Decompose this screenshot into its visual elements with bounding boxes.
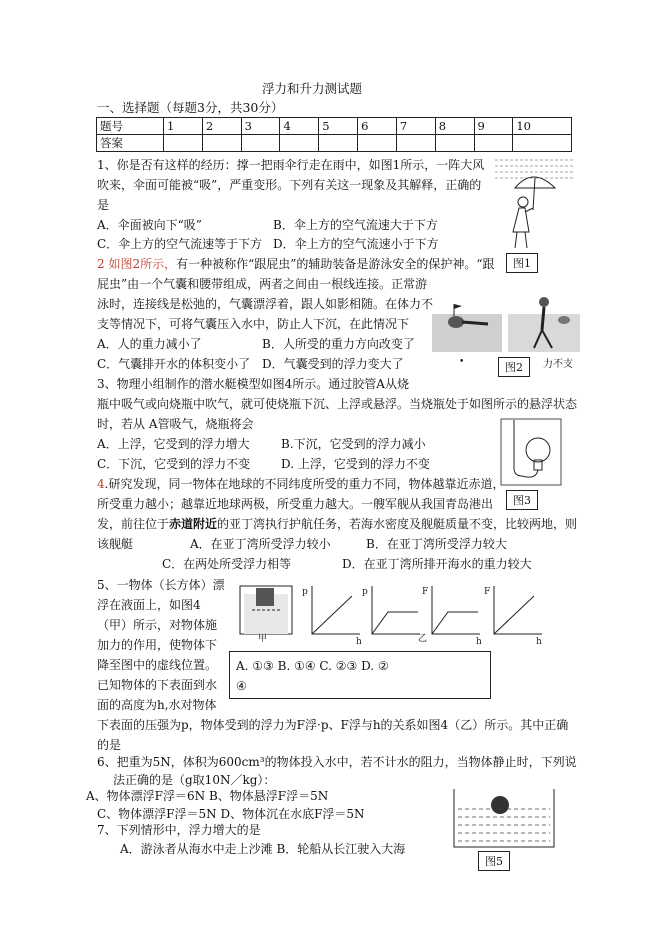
table-cell: 3 [241,118,280,135]
q3-line: 瓶中吸气或向烧瓶中吹气，就可使烧瓶下沉、上浮或悬浮。当烧瓶处于如图所示的悬浮状态 [97,397,578,411]
q1-option-c: C．伞上方的空气流速等于下方 [97,237,263,251]
answer-cell[interactable] [241,135,280,152]
svg-text:h: h [476,637,482,647]
figure-caption: 图2 [498,357,530,377]
q5-line: 的是 [97,738,122,752]
q3-option-b: B.下沉，它受到的浮力减小 [281,437,426,451]
table-cell: 6 [358,118,397,135]
umbrella-figure [495,152,575,252]
q2-option-a: A．人的重力减小了 [97,337,202,351]
q2-line [97,257,495,271]
q5-choices-cont: ④ [236,679,247,693]
q5-choices: A. ①③ B. ①④ C. ②③ D. ② [236,659,389,673]
svg-text:h: h [536,637,542,647]
q4-emphasis: 赤道附近 [169,517,218,531]
q2-line: 支等情况下，可将气囊压入水中，防止人下沉，在此情况下 [97,317,410,331]
table-row [97,118,572,135]
answer-cell[interactable] [474,135,513,152]
q5-line: 5、一物体（长方体）漂 [97,578,225,592]
q4-text: 发，前往位于 [97,517,170,531]
svg-text:F: F [422,587,429,597]
table-cell: 题号 [97,118,164,135]
container-figure [452,787,556,849]
section-heading: 一、选择题（每题3分，共30分） [97,100,284,115]
q4-option-d: D．在亚丁湾所排开海水的重力较大 [342,557,532,571]
table-cell: 1 [164,118,203,135]
answer-cell[interactable] [319,135,358,152]
table-cell: 9 [474,118,513,135]
figure-label-yi: 乙 [418,634,428,644]
table-cell: 7 [396,118,435,135]
q4-line [97,517,577,531]
svg-text:h: h [356,637,362,647]
q2-option-c: C．气囊排开水的体积变小了 [97,357,251,371]
q1-option-d: D．伞上方的空气流速小于下方 [273,237,439,251]
q2-prefix: 2 如图2所示， [97,257,177,271]
answer-table [96,117,572,152]
q6-options-cd: C、物体漂浮F浮＝5N D、物体沉在水底F浮＝5N [97,807,365,821]
q3-option-a: A．上浮，它受到的浮力增大 [97,437,250,451]
q5-line: 加力的作用，使物体下 [97,638,218,652]
q3-option-d: D. 上浮，它受到的浮力不变 [281,457,430,471]
q4-text: .研究发现，同一物体在地球的不同纬度所受的重力不同，物体越靠近赤道， [104,477,505,491]
q1-option-b: B．伞上方的空气流速大于下方 [273,218,438,232]
q5-line: （甲）所示，对物体施 [97,618,218,632]
svg-text:F: F [484,587,491,597]
svg-text:p: p [302,587,308,597]
figure-label-jia: 甲 [258,634,268,644]
q4-text: 的亚丁湾执行护航任务，若海水密度及舰艇质量不变，比较两地，则 [217,517,578,531]
q2-line: 屁虫”由一个气囊和腰带组成，两者之间由一根线连接。正常游 [97,277,428,291]
q2-option-d: D．气囊受到的浮力变大了 [262,357,404,371]
table-cell: 2 [202,118,241,135]
figure-4-graphs [232,582,552,646]
q5-line: 面的高度为h,水对物体 [97,698,217,712]
answer-cell[interactable] [280,135,319,152]
q1-line: 吹来，伞面可能被“吸”，严重变形。下列有关这一现象及其解释，正确的 [97,178,482,192]
answer-cell[interactable] [202,135,241,152]
q1-option-a: A．伞面被向下“吸” [97,218,202,232]
table-cell: 4 [280,118,319,135]
q4-option-a: A．在亚丁湾所受浮力较小 [190,537,331,551]
q7-line: 7、下列情形中，浮力增大的是 [97,823,261,837]
q2-option-b: B．人所受的重力方向改变了 [262,337,415,351]
answer-cell[interactable] [358,135,397,152]
figure-caption: 图3 [506,490,538,510]
answer-cell[interactable] [396,135,435,152]
q4-line: 该舰艇 [97,537,134,551]
q4-line [97,477,504,491]
q5-line: 已知物体的下表面到水 [97,678,218,692]
table-cell: 答案 [97,135,164,152]
answer-cell[interactable] [513,135,572,152]
table-cell: 5 [319,118,358,135]
dot-mark: • [459,357,465,367]
page-title: 浮力和升力测试题 [262,81,363,96]
svg-text:p: p [362,587,368,597]
q6-options-ab: A、物体漂浮F浮＝6N B、物体悬浮F浮＝5N [86,789,329,803]
q6-line: 法正确的是（g取10N／kg）： [113,773,276,787]
swimmer-figure [432,292,582,354]
flask-figure [500,418,562,486]
q3-line: 3、物理小组制作的潜水艇模型如图4所示。通过胶管A从烧 [97,377,409,391]
answer-cell[interactable] [435,135,474,152]
q7-options-ab: A．游泳者从海水中走上沙滩 B．轮船从长江驶入大海 [120,842,406,856]
q4-line: 所受重力越小；越靠近地球两极，所受重力越大。一艘军舰从我国青岛港出 [97,497,494,511]
q2-text: 有一种被称作“跟屁虫”的辅助装备是游泳安全的保护神。“跟 [176,257,495,271]
answer-cell[interactable] [164,135,203,152]
q3-option-c: C．下沉，它受到的浮力不变 [97,457,251,471]
q4-option-b: B．在亚丁湾所受浮力较大 [366,537,507,551]
table-cell: 10 [513,118,572,135]
q2-line: 泳时，连接线是松弛的，气囊漂浮着，跟人如影相随。在体力不 [97,297,434,311]
figure-caption: 图1 [506,253,538,273]
q4-number: 4 [97,477,105,491]
q5-line: 下表面的压强为p，物体受到的浮力为F浮·p、F浮与h的关系如图4（乙）所示。其中正确 [97,718,569,732]
q4-option-c: C．在两处所受浮力相等 [162,557,292,571]
q3-line: 时，若从 A管吸气，烧瓶将会 [97,417,254,431]
q6-line: 6、把重为5N，体积为600cm³的物体投入水中，若不计水的阻力，当物体静止时，下列说 [97,755,577,769]
q1-line: 1、你是否有这样的经历：撑一把雨伞行走在雨中，如图1所示，一阵大风 [97,158,485,172]
figure-note: 力不支 [543,359,573,370]
table-row [97,135,572,152]
table-cell: 8 [435,118,474,135]
q1-line: 是 [97,198,110,212]
q5-line: 浮在液面上，如图4 [97,598,201,612]
figure-caption: 图5 [478,851,510,871]
q5-line: 降至图中的虚线位置。 [97,658,218,672]
